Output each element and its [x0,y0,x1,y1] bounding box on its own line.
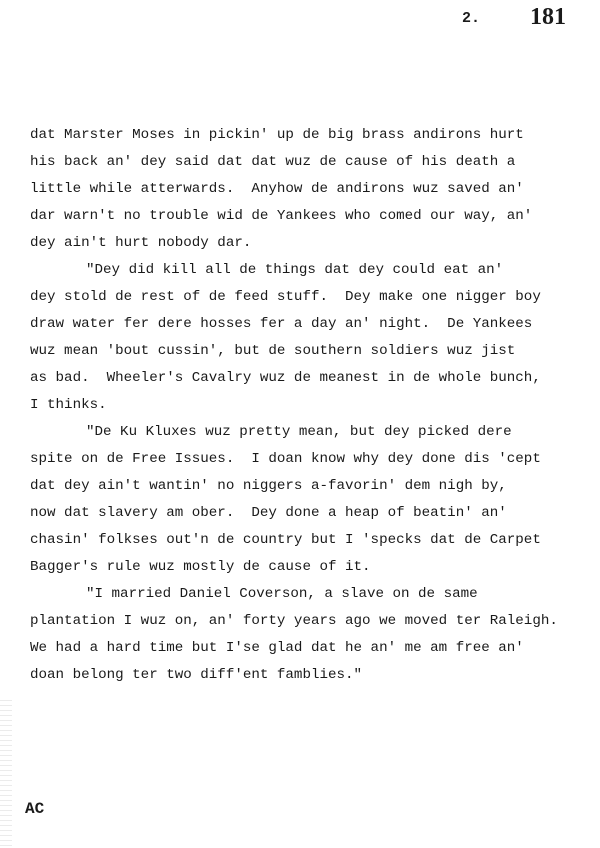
text-line: I thinks. [30,397,107,413]
text-line: as bad. Wheeler's Cavalry wuz de meanest in de whole bunch, [30,370,541,386]
text-line: now dat slavery am ober. Dey done a heap of beatin' an' [30,505,507,521]
text-line: "I married Daniel Coverson, a slave on de same [86,586,478,602]
body-text [30,122,590,689]
text-line: wuz mean 'bout cussin', but de southern soldiers wuz jist [30,343,516,359]
paragraph [30,581,590,689]
text-line: draw water fer dere hosses fer a day an' night. De Yankees [30,316,533,332]
text-line: "De Ku Kluxes wuz pretty mean, but dey picked dere [86,424,512,440]
folio-number: 181 [530,4,566,30]
text-line: doan belong ter two diff'ent famblies." [30,667,363,683]
text-line: dar warn't no trouble wid de Yankees who comed our way, an' [30,208,533,224]
text-line: dey stold de rest of de feed stuff. Dey make one nigger boy [30,289,541,305]
text-line: "Dey did kill all de things dat dey could eat an' [86,262,504,278]
paragraph [30,419,590,581]
paragraph [30,122,590,257]
text-line: plantation I wuz on, an' forty years ago we moved ter Raleigh. [30,613,558,629]
text-line: little while atterwards. Anyhow de andirons wuz saved an' [30,181,524,197]
text-line: dat Marster Moses in pickin' up de big brass andirons hurt [30,127,524,143]
text-line: Bagger's rule wuz mostly de cause of it. [30,559,371,575]
scan-edge-noise [0,700,12,848]
text-line: dey ain't hurt nobody dar. [30,235,252,251]
text-line: We had a hard time but I'se glad dat he an' me am free an' [30,640,524,656]
text-line: chasin' folkses out'n de country but I 'specks dat de Carpet [30,532,541,548]
typist-initials: AC [25,800,45,818]
paragraph [30,257,590,419]
text-line: his back an' dey said dat dat wuz de cause of his death a [30,154,516,170]
text-line: spite on de Free Issues. I doan know why dey done dis 'cept [30,451,541,467]
page-number: 2. [462,10,481,27]
text-line: dat dey ain't wantin' no niggers a-favorin' dem nigh by, [30,478,507,494]
